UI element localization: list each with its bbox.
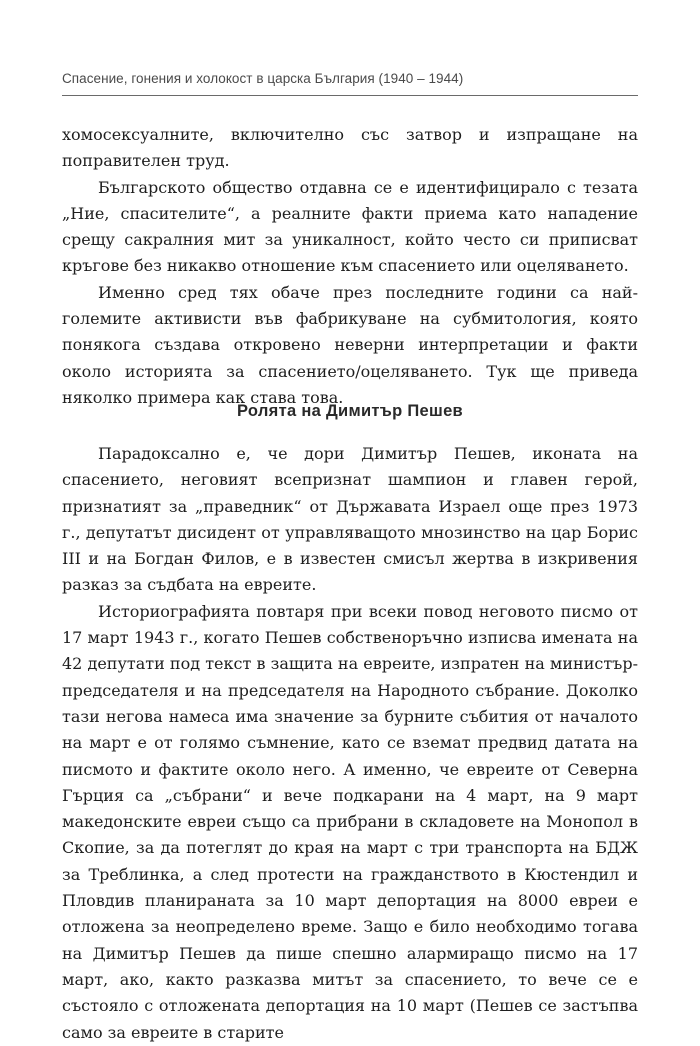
- section-text-block: [62, 441, 638, 1046]
- intro-text-block: [62, 122, 638, 411]
- paragraph: Именно сред тях обаче през последните години са най-големите активисти във фабрикуване на субмитология, която понякога създава откровено неверни интерпретации и факти около историята за спасението/оцеляването. Тук ще приведа няколко примера как става това.: [62, 282, 638, 407]
- running-header: Спасение, гонения и холокост в царска България (1940 – 1944): [62, 71, 464, 86]
- section-heading: Ролята на Димитър Пешев: [237, 402, 463, 420]
- paragraph: Историографията повтаря при всеки повод неговото писмо от 17 март 1943 г., когато Пешев собственоръчно изписва имената на 42 депутати под текст в защита на евреите, изпратен на министър-председателя и на председателя на Народното събрание. Доколко тази негова намеса има значение за бурните събития от началото на март е от голямо съмнение, като се вземат предвид датата на писмото и фактите около него. А именно, че евреите от Северна Гърция са „събрани“ и вече подкарани на 4 март, на 9 март македонските евреи също са прибрани в складовете на Монопол в Скопие, за да потеглят до края на март с три транспорта на БДЖ за Треблинка, а след протести на гражданството в Кюстендил и Пловдив планираната за 10 март депортация на 8000 евреи е отложена за неопределено време. Защо е било необходимо тогава на Димитър Пешев да пише спешно алармиращо писмо на 17 март, ако, както разказва митът за спасението, то вече се е състояло с отложената депортация на 10 март (Пешев се застъпва само за евреите в старите: [62, 601, 638, 1042]
- header-divider: [62, 95, 638, 96]
- paragraph: Българското общество отдавна се е идентифицирало с тезата „Ние, спасителите“, а реалните факти приема като нападение срещу сакралния мит за уникалност, който често си приписват кръгове без никакво отношение към спасението или оцеляването.: [62, 177, 638, 276]
- paragraph-continuation: хомосексуалните, включително със затвор и изпращане на поправителен труд.: [62, 125, 638, 171]
- paragraph: Парадоксално е, че дори Димитър Пешев, иконата на спасението, неговият всепризнат шампион и главен герой, признатият за „праведник“ от Държавата Израел още през 1973 г., депутатът дисидент от управляващото мнозинство на цар Борис III и на Богдан Филов, е в известен смисъл жертва в изкривения разказ за съдбата на евреите.: [62, 444, 638, 595]
